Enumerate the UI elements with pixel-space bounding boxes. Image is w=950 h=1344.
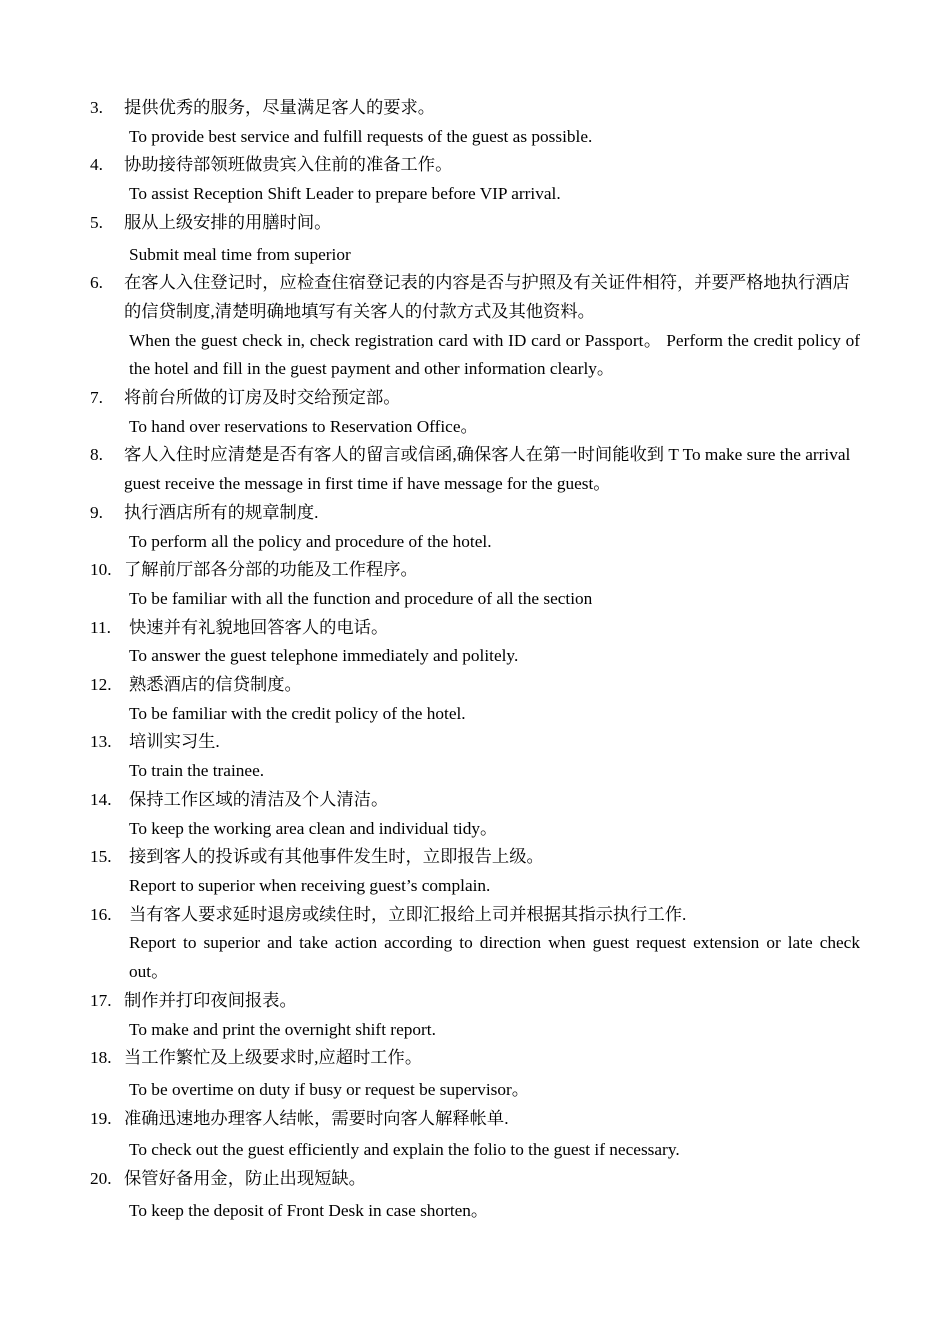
item-chinese-text: 客人入住时应清楚是否有客人的留言或信函,确保客人在第一时间能收到 T To make sure the arrival guest receive the message in first time if have message for the guest。 <box>124 445 851 494</box>
list-item <box>90 786 860 843</box>
list-item <box>90 556 860 613</box>
item-chinese-text: 当工作繁忙及上级要求时,应超时工作。 <box>124 1048 423 1068</box>
item-english-text: To keep the working area clean and individual tidy。 <box>129 818 498 838</box>
list-item <box>90 843 860 900</box>
item-english-text: To hand over reservations to Reservation Office。 <box>129 416 478 436</box>
list-item <box>90 269 860 384</box>
item-chinese-text: 培训实习生. <box>129 732 220 752</box>
item-number: 8. <box>90 445 103 465</box>
item-number: 15. <box>90 847 112 867</box>
list-item <box>90 441 860 498</box>
item-number: 16. <box>90 904 112 924</box>
item-english-text: To be familiar with all the function and procedure of all the section <box>129 588 593 608</box>
item-english-text: To provide best service and fulfill requests of the guest as possible. <box>129 126 593 146</box>
item-chinese-text: 熟悉酒店的信贷制度。 <box>129 675 302 695</box>
item-number: 6. <box>90 273 103 293</box>
list-item <box>90 728 860 785</box>
item-chinese-text: 当有客人要求延时退房或续住时，立即汇报给上司并根据其指示执行工作. <box>129 904 687 924</box>
item-english-text: Submit meal time from superior <box>129 244 351 264</box>
item-number: 9. <box>90 502 103 522</box>
list-item <box>90 671 860 728</box>
item-chinese-text: 保管好备用金，防止出现短缺。 <box>124 1169 366 1189</box>
item-number: 10. <box>90 560 112 580</box>
item-chinese-text: 将前台所做的订房及时交给预定部。 <box>124 388 401 408</box>
item-english-text: To answer the guest telephone immediately and politely. <box>129 646 519 666</box>
duties-list <box>90 94 860 1225</box>
item-english-text: To make and print the overnight shift report. <box>129 1019 436 1039</box>
item-chinese-text: 保持工作区域的清洁及个人清洁。 <box>129 789 389 809</box>
item-number: 19. <box>90 1108 112 1128</box>
item-number: 17. <box>90 990 112 1010</box>
item-english-text: Report to superior when receiving guest’s complain. <box>129 875 491 895</box>
list-item <box>90 614 860 671</box>
item-number: 7. <box>90 388 103 408</box>
item-english-text: To check out the guest efficiently and explain the folio to the guest if necessary. <box>129 1140 680 1160</box>
list-item <box>90 499 860 556</box>
list-item <box>90 151 860 208</box>
item-chinese-text: 在客人入住登记时，应检查住宿登记表的内容是否与护照及有关证件相符，并要严格地执行酒店的信贷制度,清楚明确地填写有关客人的付款方式及其他资料。 <box>124 273 850 321</box>
item-number: 14. <box>90 789 112 809</box>
list-item <box>90 1165 860 1225</box>
list-item <box>90 94 860 151</box>
item-chinese-text: 快速并有礼貌地回答客人的电话。 <box>129 617 389 637</box>
item-english-text: To be familiar with the credit policy of the hotel. <box>129 703 466 723</box>
item-number: 4. <box>90 155 103 175</box>
item-number: 12. <box>90 675 112 695</box>
item-chinese-text: 服从上级安排的用膳时间。 <box>124 212 332 232</box>
list-item <box>90 384 860 441</box>
list-item <box>90 1105 860 1165</box>
item-chinese-text: 接到客人的投诉或有其他事件发生时，立即报告上级。 <box>129 847 544 867</box>
list-item <box>90 987 860 1044</box>
item-chinese-text: 了解前厅部各分部的功能及工作程序。 <box>124 560 418 580</box>
item-chinese-text: 协助接待部领班做贵宾入住前的准备工作。 <box>124 155 453 175</box>
item-english-text: To train the trainee. <box>129 761 265 781</box>
item-chinese-text: 准确迅速地办理客人结帐，需要时向客人解释帐单. <box>124 1108 509 1128</box>
item-number: 11. <box>90 617 111 637</box>
item-number: 3. <box>90 98 103 117</box>
item-english-text: To keep the deposit of Front Desk in case shorten。 <box>129 1200 489 1220</box>
item-english-text: To perform all the policy and procedure of the hotel. <box>129 531 492 551</box>
list-item <box>90 209 860 269</box>
item-chinese-text: 提供优秀的服务，尽量满足客人的要求。 <box>124 98 436 117</box>
item-number: 18. <box>90 1048 112 1068</box>
item-number: 5. <box>90 212 103 232</box>
item-chinese-text: 制作并打印夜间报表。 <box>124 990 297 1010</box>
item-number: 20. <box>90 1169 112 1189</box>
item-english-text: To be overtime on duty if busy or request be supervisor。 <box>129 1079 530 1099</box>
item-number: 13. <box>90 732 112 752</box>
item-english-text: Report to superior and take action according to direction when guest request extension or late check out。 <box>129 933 860 982</box>
item-chinese-text: 执行酒店所有的规章制度. <box>124 502 319 522</box>
item-english-text: To assist Reception Shift Leader to prepare before VIP arrival. <box>129 184 561 204</box>
list-item <box>90 901 860 987</box>
item-english-text: When the guest check in, check registration card with ID card or Passport。 Perform the credit policy of the hotel and fill in the guest payment and other information clearly。 <box>129 330 860 379</box>
list-item <box>90 1044 860 1104</box>
